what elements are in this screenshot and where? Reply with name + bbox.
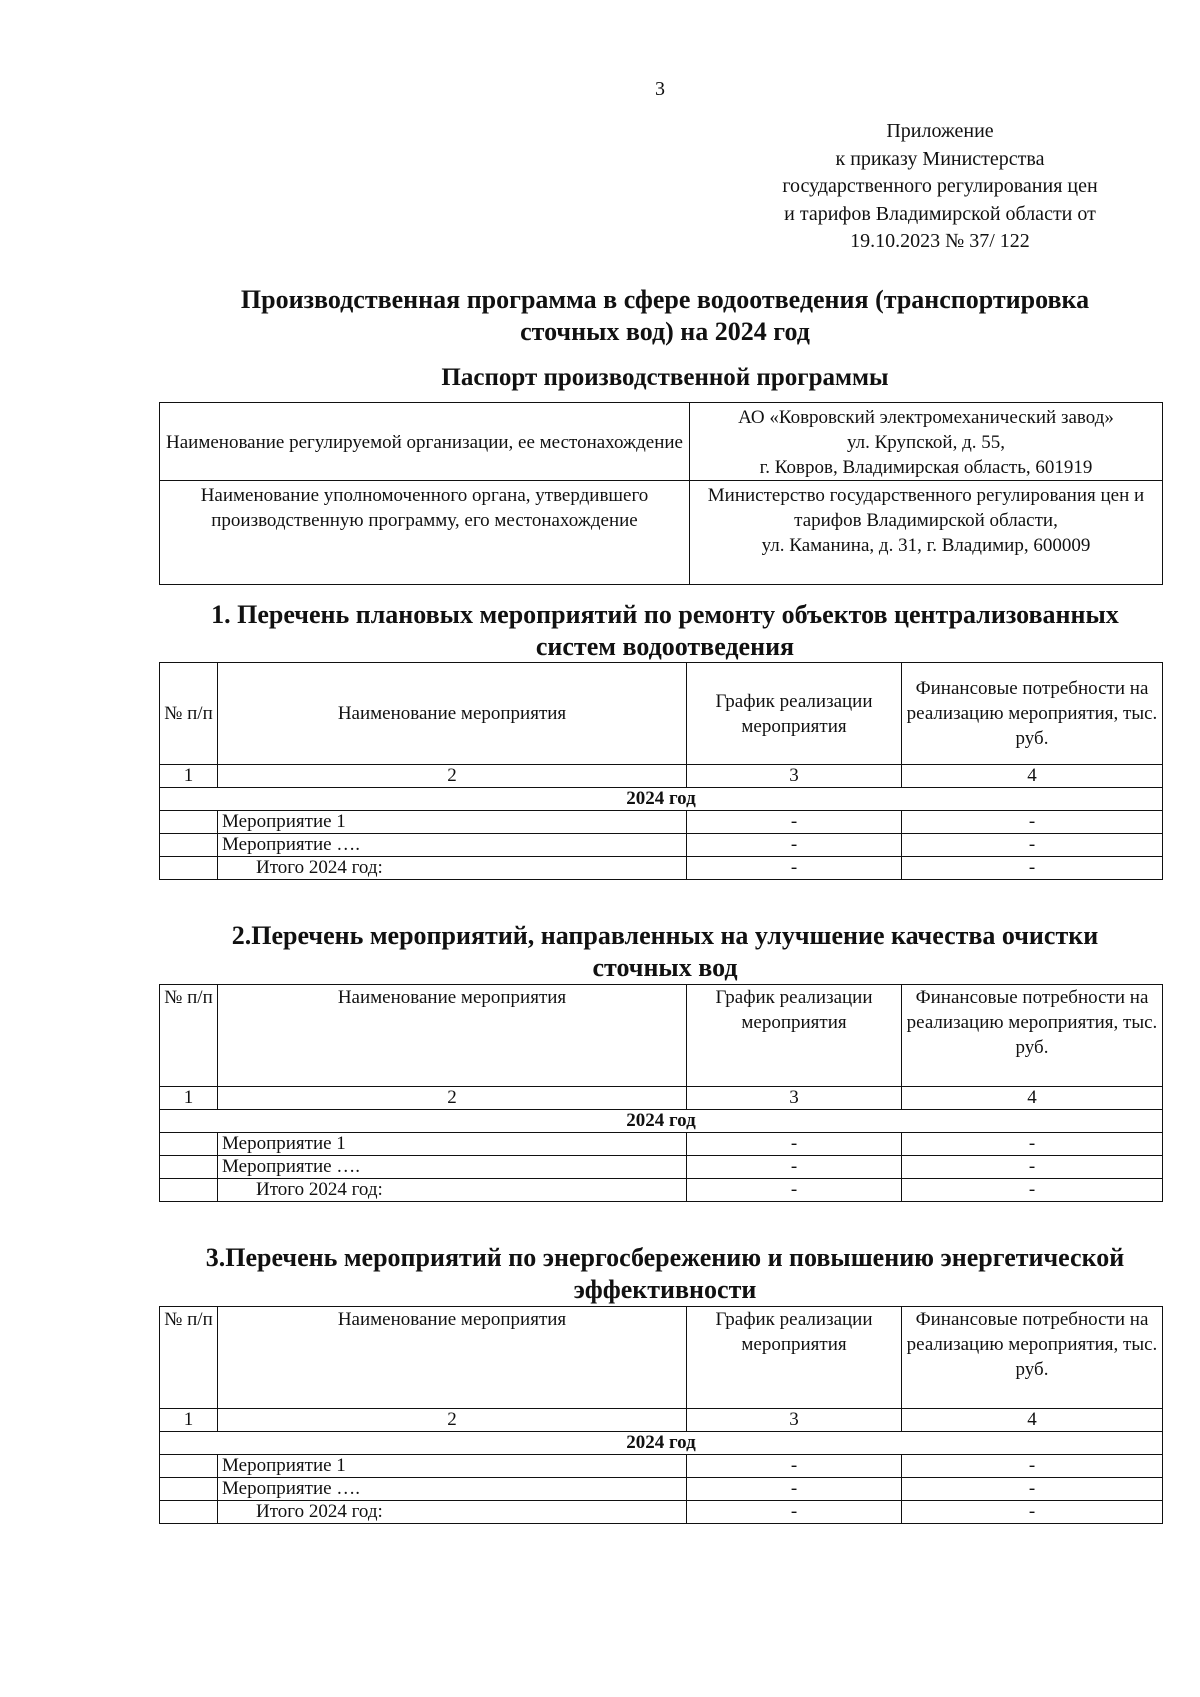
appendix-line: Приложение (886, 120, 994, 142)
value-line: АО «Ковровский электромеханический завод» (738, 407, 1114, 428)
section-title-line: эффективности (573, 1275, 757, 1304)
passport-row (160, 403, 1163, 481)
section-title-line: 1. Перечень плановых мероприятий по ремонту объектов централизованных (211, 600, 1119, 629)
table-header-row (160, 1307, 1163, 1409)
table-row (160, 834, 1163, 857)
total-row (160, 1179, 1163, 1202)
total-schedule: - (687, 1179, 902, 1202)
appendix-line: государственного регулирования цен (782, 175, 1098, 197)
column-number: 2 (218, 1409, 687, 1432)
document-title (150, 284, 1180, 348)
total-label: Итого 2024 год: (218, 1501, 687, 1524)
table-row (160, 1156, 1163, 1179)
value-line: г. Ковров, Владимирская область, 601919 (759, 457, 1093, 478)
section-1-title (150, 599, 1180, 663)
row-num (160, 1501, 218, 1524)
year-row (160, 788, 1163, 811)
total-row (160, 857, 1163, 880)
row-schedule: - (687, 1156, 902, 1179)
table-header-row (160, 985, 1163, 1087)
header-num: № п/п (160, 1307, 218, 1409)
year-label: 2024 год (160, 1110, 1163, 1133)
row-name: Мероприятие …. (218, 834, 687, 857)
column-number: 4 (902, 1409, 1163, 1432)
appendix-line: 19.10.2023 № 37/ 122 (850, 230, 1030, 252)
appendix-block (740, 118, 1140, 256)
row-finance: - (902, 834, 1163, 857)
row-name: Мероприятие 1 (218, 1133, 687, 1156)
column-number: 1 (160, 765, 218, 788)
row-name: Мероприятие 1 (218, 1455, 687, 1478)
column-number-row (160, 765, 1163, 788)
column-number-row (160, 1087, 1163, 1110)
section-title-line: 2.Перечень мероприятий, направленных на улучшение качества очистки (231, 921, 1099, 950)
row-num (160, 1133, 218, 1156)
passport-row (160, 481, 1163, 585)
total-label: Итого 2024 год: (218, 1179, 687, 1202)
section-title-line: 3.Перечень мероприятий по энергосбережению и повышению энергетической (205, 1243, 1125, 1272)
year-label: 2024 год (160, 788, 1163, 811)
passport-label: Наименование уполномоченного органа, утвердившего производственную программу, его местонахождение (160, 481, 690, 585)
row-num (160, 857, 218, 880)
row-schedule: - (687, 1478, 902, 1501)
row-schedule: - (687, 834, 902, 857)
row-name: Мероприятие 1 (218, 811, 687, 834)
row-finance: - (902, 1478, 1163, 1501)
header-num: № п/п (160, 985, 218, 1087)
header-name: Наименование мероприятия (218, 1307, 687, 1409)
column-number: 3 (687, 765, 902, 788)
total-label: Итого 2024 год: (218, 857, 687, 880)
section-1-table (159, 662, 1163, 880)
column-number: 1 (160, 1409, 218, 1432)
section-2-table (159, 984, 1163, 1202)
column-number: 1 (160, 1087, 218, 1110)
row-num (160, 1478, 218, 1501)
row-finance: - (902, 1156, 1163, 1179)
section-title-line: сточных вод (592, 953, 738, 982)
passport-value (690, 481, 1163, 585)
row-finance: - (902, 1455, 1163, 1478)
title-line: сточных вод) на 2024 год (520, 317, 810, 346)
row-num (160, 1156, 218, 1179)
column-number: 4 (902, 765, 1163, 788)
page-number: 3 (655, 78, 665, 100)
total-finance: - (902, 857, 1163, 880)
section-3-title (150, 1242, 1180, 1306)
table-row (160, 1455, 1163, 1478)
column-number: 2 (218, 765, 687, 788)
row-finance: - (902, 1133, 1163, 1156)
value-line: Министерство государственного регулирования цен и тарифов Владимирской области, (707, 485, 1145, 531)
header-finance: Финансовые потребности на реализацию мероприятия, тыс. руб. (902, 663, 1163, 765)
row-num (160, 1455, 218, 1478)
passport-title: Паспорт производственной программы (441, 364, 889, 391)
title-line: Производственная программа в сфере водоотведения (транспортировка (240, 285, 1090, 314)
column-number-row (160, 1409, 1163, 1432)
table-row (160, 1133, 1163, 1156)
row-schedule: - (687, 811, 902, 834)
row-finance: - (902, 811, 1163, 834)
year-row (160, 1110, 1163, 1133)
header-schedule: График реализации мероприятия (687, 985, 902, 1087)
table-row (160, 811, 1163, 834)
table-header-row (160, 663, 1163, 765)
header-num: № п/п (160, 663, 218, 765)
row-num (160, 811, 218, 834)
header-name: Наименование мероприятия (218, 663, 687, 765)
column-number: 3 (687, 1087, 902, 1110)
header-finance: Финансовые потребности на реализацию мероприятия, тыс. руб. (902, 985, 1163, 1087)
row-schedule: - (687, 1455, 902, 1478)
appendix-line: к приказу Министерства (835, 147, 1045, 170)
appendix-line: и тарифов Владимирской области от (784, 202, 1096, 225)
passport-label: Наименование регулируемой организации, ее местонахождение (160, 403, 690, 481)
column-number: 2 (218, 1087, 687, 1110)
header-schedule: График реализации мероприятия (687, 1307, 902, 1409)
total-schedule: - (687, 1501, 902, 1524)
value-line: ул. Каманина, д. 31, г. Владимир, 600009 (761, 535, 1091, 556)
passport-value (690, 403, 1163, 481)
total-finance: - (902, 1179, 1163, 1202)
row-name: Мероприятие …. (218, 1156, 687, 1179)
section-title-line: систем водоотведения (535, 632, 795, 661)
total-finance: - (902, 1501, 1163, 1524)
total-schedule: - (687, 857, 902, 880)
row-num (160, 1179, 218, 1202)
row-schedule: - (687, 1133, 902, 1156)
section-3-table (159, 1306, 1163, 1524)
value-line: ул. Крупской, д. 55, (846, 432, 1006, 453)
total-row (160, 1501, 1163, 1524)
header-name: Наименование мероприятия (218, 985, 687, 1087)
row-name: Мероприятие …. (218, 1478, 687, 1501)
row-num (160, 834, 218, 857)
table-row (160, 1478, 1163, 1501)
passport-table (159, 402, 1163, 585)
column-number: 3 (687, 1409, 902, 1432)
year-row (160, 1432, 1163, 1455)
header-finance: Финансовые потребности на реализацию мероприятия, тыс. руб. (902, 1307, 1163, 1409)
year-label: 2024 год (160, 1432, 1163, 1455)
column-number: 4 (902, 1087, 1163, 1110)
header-schedule: График реализации мероприятия (687, 663, 902, 765)
section-2-title (150, 920, 1180, 984)
